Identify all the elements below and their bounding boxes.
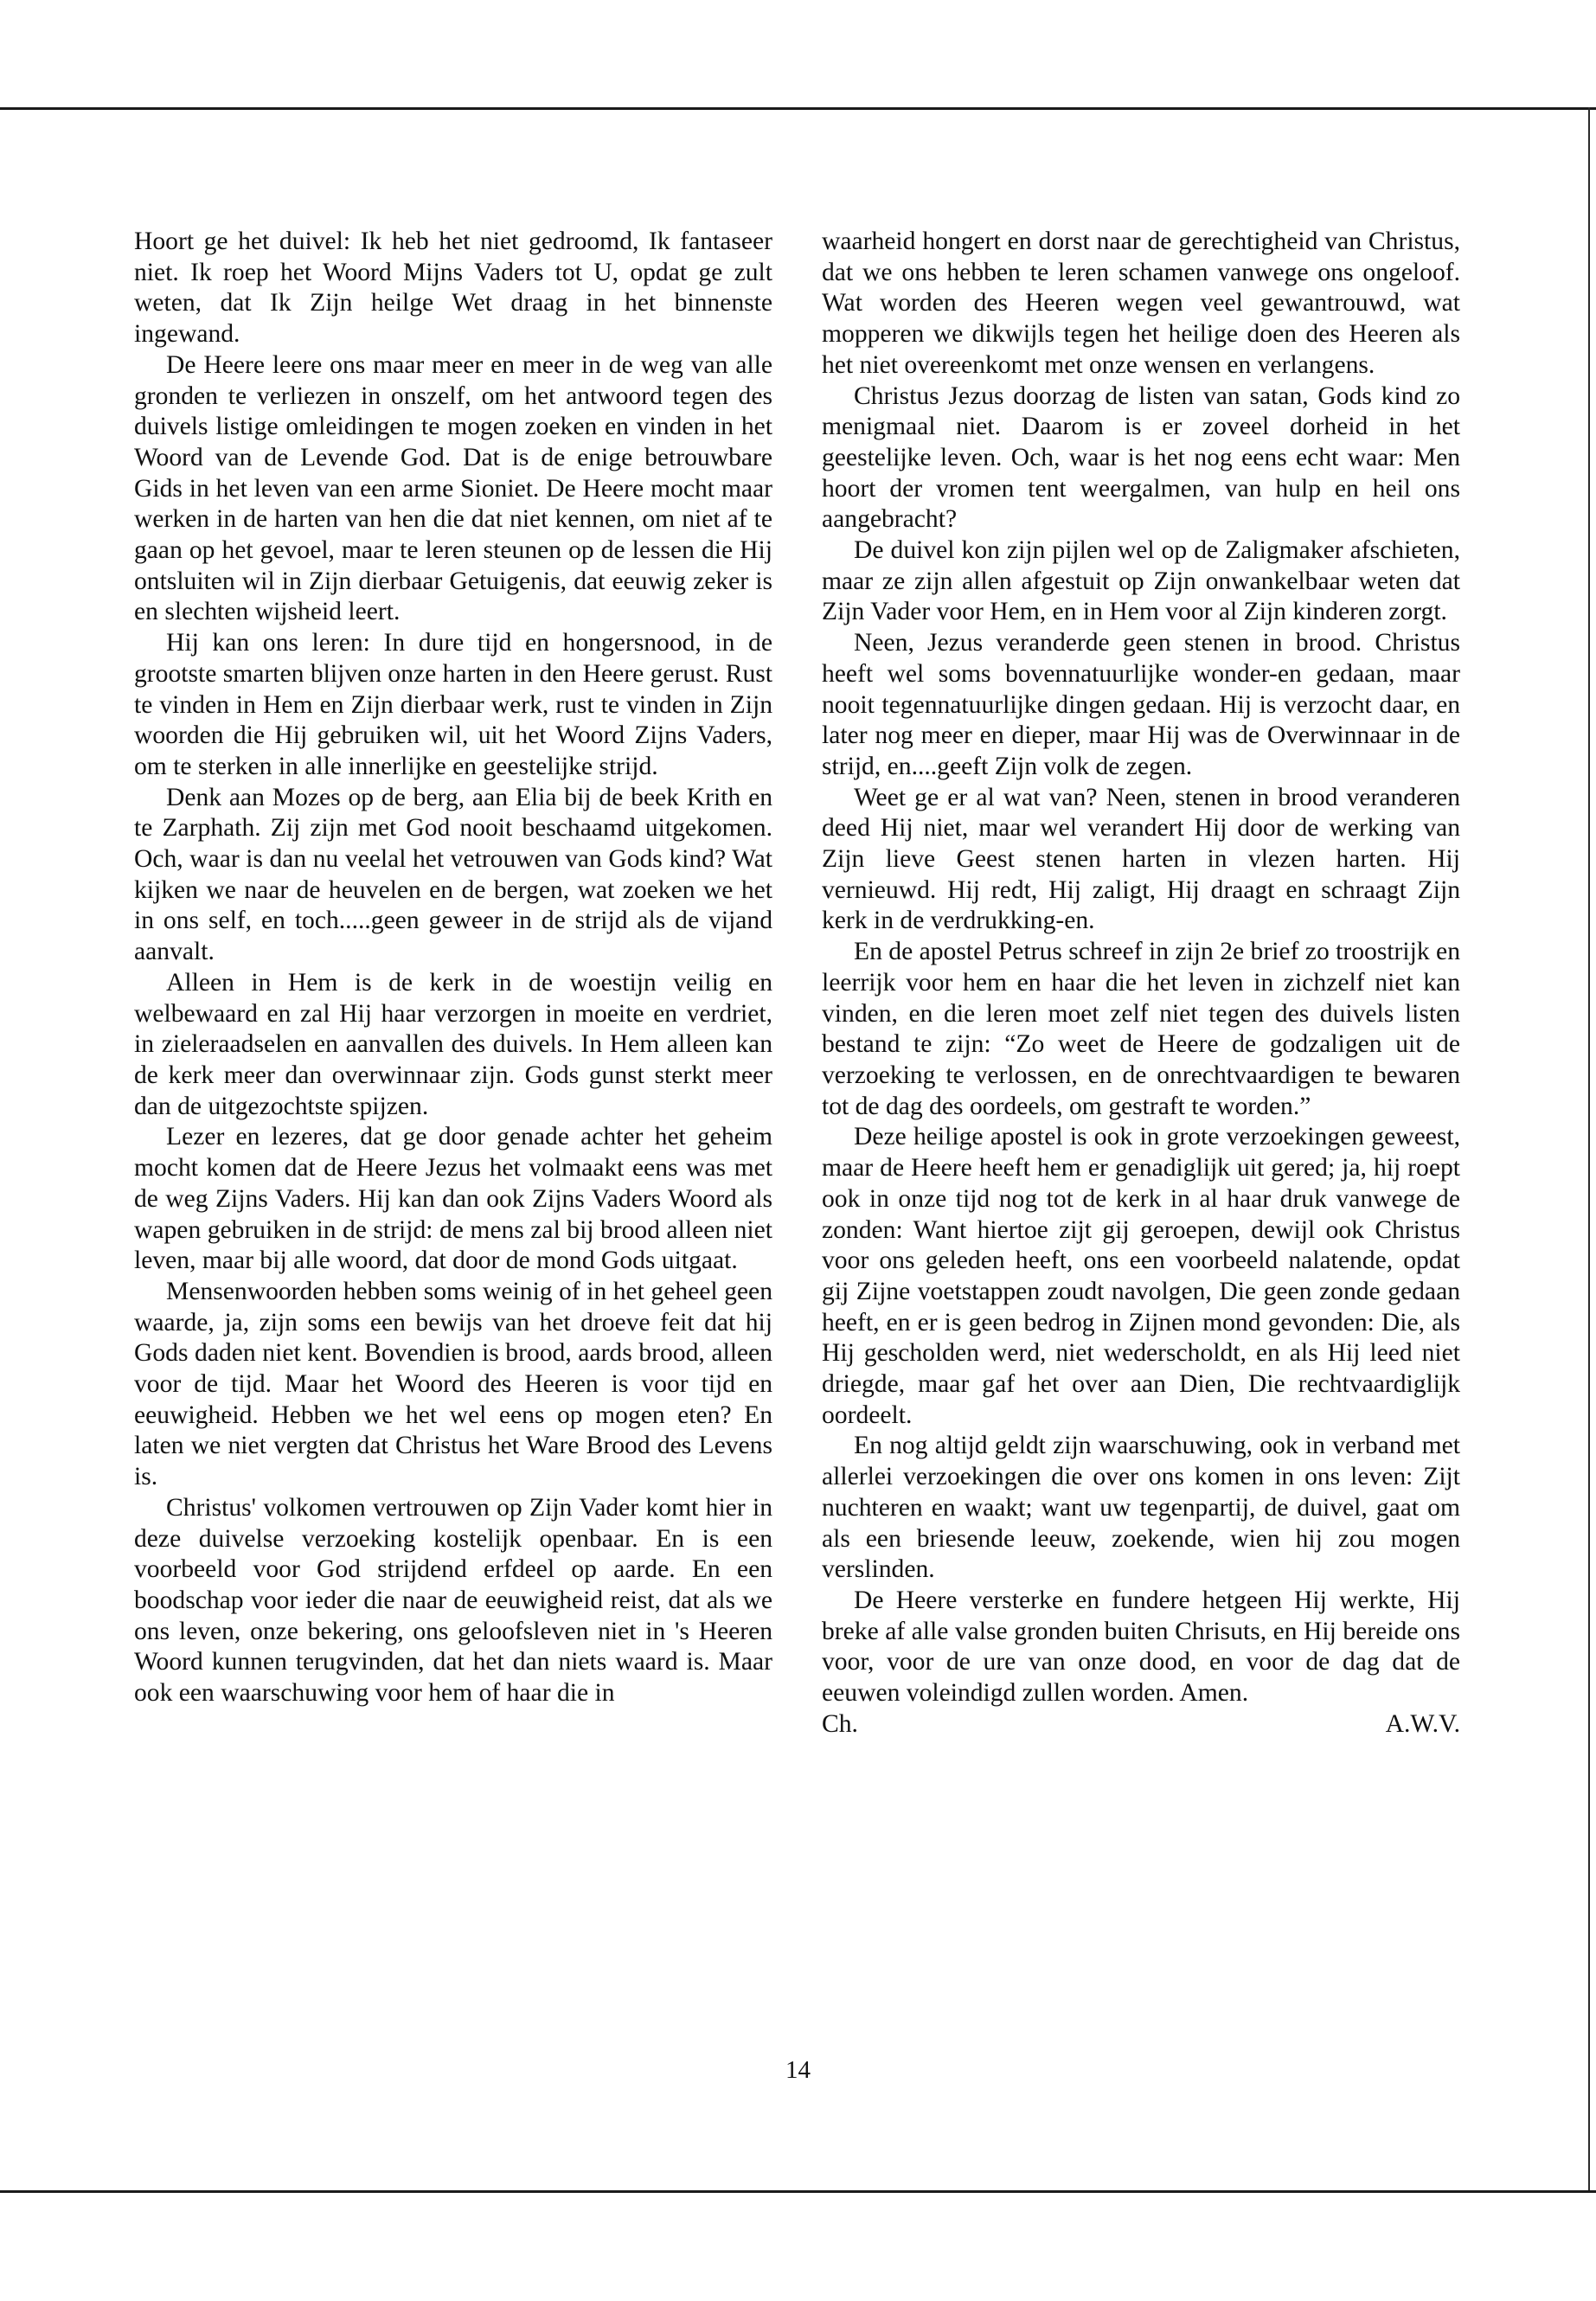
paragraph: Deze heilige apostel is ook in grote verzoekingen geweest, maar de Heere heeft hem er genadiglijk uit gered; ja, hij roept ook in onze tijd nog tot de kerk in al haar druk vanwege de zonden: Want hiertoe zijt gij geroepen, dewijl ook Christus voor ons geleden heeft, ons een voorbeeld nalatende, opdat gij Zijne voetstappen zoudt navolgen, Die geen zonde gedaan heeft, en er is geen bedrog in Zijnen mond gevonden: Die, als Hij gescholden werd, niet wederscholdt, en als Hij leed niet driegde, maar gaf het over aan Dien, Die rechtvaardiglijk oordeelt. xyxy=(822,1123,1460,1429)
scan-right-border xyxy=(1588,107,1590,2192)
right-column xyxy=(822,227,1460,1740)
paragraph: Alleen in Hem is de kerk in de woestijn veilig en welbewaard en zal Hij haar verzorgen in moeite en verdriet, in zieleraadselen en aanvallen des duivels. In Hem alleen kan de kerk meer dan overwinnaar zijn. Gods gunst sterkt meer dan de uitgezochtste spijzen. xyxy=(134,968,772,1120)
left-column xyxy=(134,227,772,1709)
paragraph: Christus Jezus doorzag de listen van satan, Gods kind zo menigmaal niet. Daarom is er zoveel dorheid in het geestelijke leven. Och, waar is het nog eens echt waar: Men hoort der vromen tent weergalmen, van hulp en heil ons aangebracht? xyxy=(822,381,1460,534)
paragraph: En nog altijd geldt zijn waarschuwing, ook in verband met allerlei verzoekingen die over ons komen in ons leven: Zijt nuchteren en waakt; want uw tegenpartij, de duivel, gaat om als een briesende leeuw, zoekende, wien hij zou mogen verslinden. xyxy=(822,1432,1460,1584)
paragraph: Mensenwoorden hebben soms weinig of in het geheel geen waarde, ja, zijn soms een bewijs van het droeve feit dat hij Gods daden niet kent. Bovendien is brood, aards brood, alleen voor de tijd. Maar het Woord des Heeren is voor tijd en eeuwigheid. Hebben we het wel eens op mogen eten? En laten we niet vergten dat Christus het Ware Brood des Levens is. xyxy=(134,1277,772,1491)
paragraph: En de apostel Petrus schreef in zijn 2e brief zo troostrijk en leerrijk voor hem en haar die het leven in zichzelf niet kan vinden, en die leren moet zelf niet tegen des duivels listen bestand te zijn: “Zo weet de Heere de godzaligen uit de verzoeking te verlossen, en de onrechtvaardigen te bewaren tot de dag des oordeels, om gestraft te worden.” xyxy=(822,938,1460,1120)
paragraph: De Heere leere ons maar meer en meer in de weg van alle gronden te verliezen in onszelf, om het antwoord tegen des duivels listige omleidingen te mogen zoeken en vinden in het Woord van de Levende God. Dat is de enige betrouwbare Gids in het leven van een arme Sioniet. De Heere mocht maar werken in de harten van hen die dat niet kennen, om niet af te gaan op het gevoel, maar te leren steunen op de lessen die Hij ontsluiten wil in Zijn dierbaar Getuigenis, dat eeuwig zeker is en slechten wijsheid leert. xyxy=(134,350,772,626)
paragraph: De duivel kon zijn pijlen wel op de Zaligmaker afschieten, maar ze zijn allen afgestuit op Zijn onwankelbaar weten dat Zijn Vader voor Hem, en in Hem voor al Zijn kinderen zorgt. xyxy=(822,536,1460,626)
scan-bottom-border xyxy=(0,2190,1596,2193)
signature-place: Ch. xyxy=(822,1709,858,1738)
signature xyxy=(822,1709,1460,1740)
paragraph: Hij kan ons leren: In dure tijd en hongersnood, in de grootste smarten blijven onze harten in den Heere gerust. Rust te vinden in Hem en Zijn dierbaar werk, rust te vinden in Zijn woorden die Hij gebruiken wil, uit het Woord Zijns Vaders, om te sterken in alle innerlijke en geestelijke strijd. xyxy=(134,629,772,780)
paragraph: Lezer en lezeres, dat ge door genade achter het geheim mocht komen dat de Heere Jezus het volmaakt eens was met de weg Zijns Vaders. Hij kan dan ook Zijns Vaders Woord als wapen gebruiken in de strijd: de mens zal bij brood alleen niet leven, maar bij alle woord, dat door de mond Gods uitgaat. xyxy=(134,1123,772,1275)
paragraph: Denk aan Mozes op de berg, aan Elia bij de beek Krith en te Zarphath. Zij zijn met God nooit beschaamd uitgekomen. Och, waar is dan nu veelal het vetrouwen van Gods kind? Wat kijken we naar de heuvelen en de bergen, wat zoeken we het in ons self, en toch.....geen geweer in de strijd als de vijand aanvalt. xyxy=(134,783,772,966)
scan-top-border xyxy=(0,107,1596,110)
paragraph: waarheid hongert en dorst naar de gerechtigheid van Christus, dat we ons hebben te leren schamen vanwege ons ongeloof. Wat worden des Heeren wegen veel gewantrouwd, wat mopperen we dikwijls tegen het heilige doen des Heeren als het niet overeenkomt met onze wensen en verlangens. xyxy=(822,228,1460,379)
paragraph: De Heere versterke en fundere hetgeen Hij werkte, Hij breke af alle valse gronden buiten Chrisuts, en Hij bereide ons voor, voor de ure van onze dood, en voor de dag dat de eeuwen voleindigd zullen worden. Amen. xyxy=(822,1586,1460,1708)
signature-author: A.W.V. xyxy=(1385,1709,1460,1738)
paragraph: Neen, Jezus veranderde geen stenen in brood. Christus heeft wel soms bovennatuurlijke wonder-en gedaan, maar nooit tegennatuurlijke dingen gedaan. Hij is verzocht daar, en later nog meer en dieper, maar Hij was de Overwinnaar in de strijd, en....geeft Zijn volk de zegen. xyxy=(822,629,1460,780)
paragraph: Weet ge er al wat van? Neen, stenen in brood veranderen deed Hij niet, maar wel verandert Hij door de werking van Zijn lieve Geest stenen harten in vlezen harten. Hij vernieuwd. Hij redt, Hij zaligt, Hij draagt en schraagt Zijn kerk in de verdrukking-en. xyxy=(822,783,1460,935)
paragraph: Hoort ge het duivel: Ik heb het niet gedroomd, Ik fantaseer niet. Ik roep het Woord Mijns Vaders tot U, opdat ge zult weten, dat Ik Zijn heilge Wet draag in het binnenste ingewand. xyxy=(134,228,772,349)
page-number: 14 xyxy=(785,2056,811,2084)
paragraph: Christus' volkomen vertrouwen op Zijn Vader komt hier in deze duivelse verzoeking kostelijk openbaar. En is een voorbeeld voor God strijdend erfdeel op aarde. En een boodschap voor ieder die naar de eeuwigheid reist, dat als we ons leven, onze bekering, ons geloofsleven niet in 's Heeren Woord kunnen terugvinden, dat het dan niets waard is. Maar ook een waarschuwing voor hem of haar die in xyxy=(134,1493,772,1708)
